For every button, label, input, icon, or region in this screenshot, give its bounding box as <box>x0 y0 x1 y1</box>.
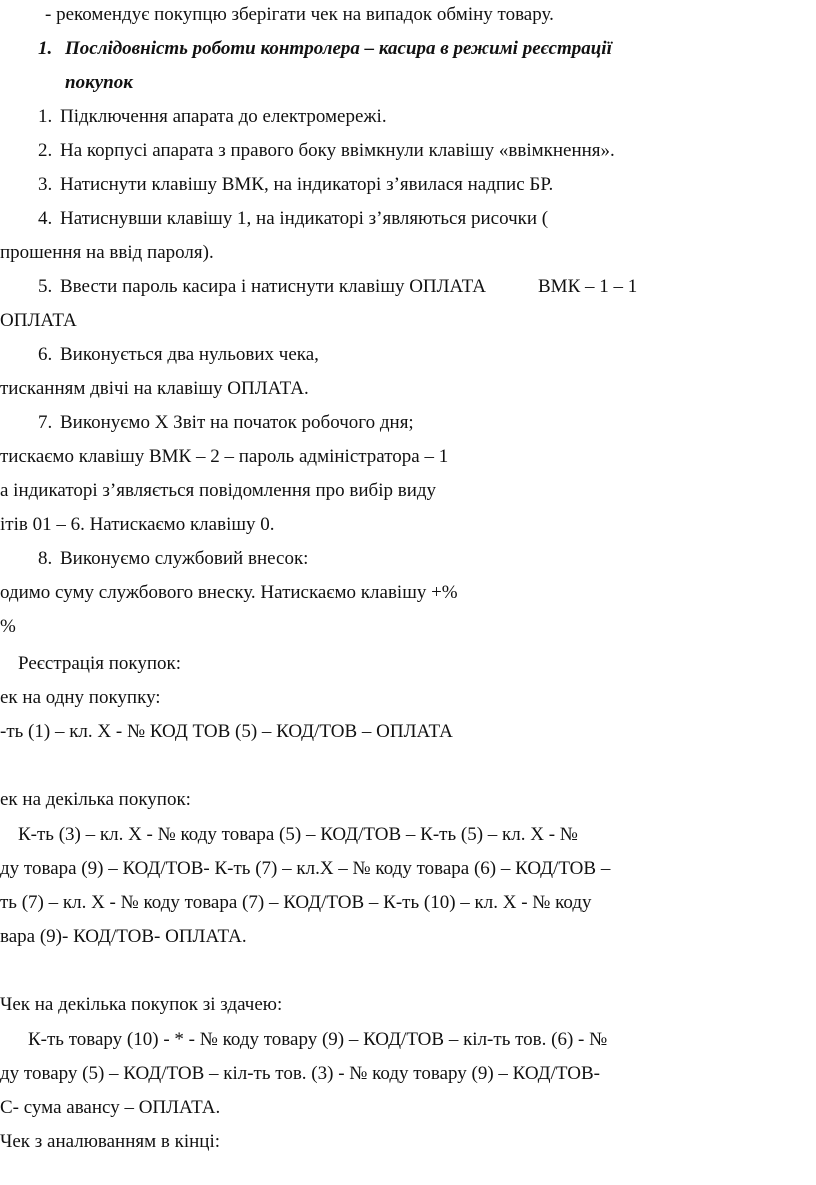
step-number: 8. <box>38 548 53 569</box>
subsection-title: Реєстрація покупок: <box>18 653 182 674</box>
text-line: ть (7) – кл. Х - № коду товара (7) – КОД/ТОВ – К-ть (10) – кл. Х - № коду <box>0 892 592 913</box>
step-number: 4. <box>38 208 53 229</box>
text-line: ду товара (9) – КОД/ТОВ- К-ть (7) – кл.Х – № коду товара (6) – КОД/ТОВ – <box>0 858 611 879</box>
step-number: 5. <box>38 276 53 297</box>
text-line: Чек на декілька покупок зі здачею: <box>0 994 283 1015</box>
text-line: прошення на ввід пароля). <box>0 242 214 263</box>
text-line: а індикаторі з’являється повідомлення про вибір виду <box>0 480 437 501</box>
step-text: Натиснувши клавішу 1, на індикаторі з’являються рисочки ( <box>60 208 549 229</box>
step-text-key-sequence: ВМК – 1 – 1 <box>538 276 638 297</box>
step-number: 1. <box>38 106 53 127</box>
text-line: К-ть товару (10) - * - № коду товару (9) – КОД/ТОВ – кіл-ть тов. (6) - № <box>28 1029 608 1050</box>
text-line: % <box>0 616 16 637</box>
text-line: ду товару (5) – КОД/ТОВ – кіл-ть тов. (3) - № коду товару (9) – КОД/ТОВ- <box>0 1063 600 1084</box>
section-number: 1. <box>38 38 53 59</box>
text-line: - рекомендує покупцю зберігати чек на випадок обміну товару. <box>45 4 554 25</box>
text-line: К-ть (3) – кл. Х - № коду товара (5) – КОД/ТОВ – К-ть (5) – кл. Х - № <box>18 824 578 845</box>
text-line: -ть (1) – кл. Х - № КОД ТОВ (5) – КОД/ТОВ – ОПЛАТА <box>0 721 453 742</box>
step-number: 6. <box>38 344 53 365</box>
step-text: Підключення апарата до електромережі. <box>60 106 387 127</box>
text-line: тисканням двічі на клавішу ОПЛАТА. <box>0 378 309 399</box>
step-text: Виконується два нульових чека, <box>60 344 319 365</box>
step-text: Виконуємо Х Звіт на початок робочого дня; <box>60 412 414 433</box>
step-text: Натиснути клавішу ВМК, на індикаторі з’явилася надпис БР. <box>60 174 554 195</box>
text-line: Чек з аналюванням в кінці: <box>0 1131 221 1152</box>
step-number: 2. <box>38 140 53 161</box>
step-text: Ввести пароль касира і натиснути клавішу ОПЛАТА <box>60 276 486 297</box>
step-number: 7. <box>38 412 53 433</box>
text-line: одимо суму службового внеску. Натискаємо клавішу +% <box>0 582 458 603</box>
text-line: ОПЛАТА <box>0 310 77 331</box>
text-line: ітів 01 – 6. Натискаємо клавішу 0. <box>0 514 275 535</box>
step-text: Виконуємо службовий внесок: <box>60 548 309 569</box>
text-line: тискаємо клавішу ВМК – 2 – пароль адміністратора – 1 <box>0 446 449 467</box>
text-line: С- сума авансу – ОПЛАТА. <box>0 1097 221 1118</box>
section-heading: Послідовність роботи контролера – касира в режимі реєстрації <box>65 38 612 59</box>
text-line: вара (9)- КОД/ТОВ- ОПЛАТА. <box>0 926 247 947</box>
step-number: 3. <box>38 174 53 195</box>
step-text: На корпусі апарата з правого боку ввімкнули клавішу «ввімкнення». <box>60 140 615 161</box>
text-line: ек на декілька покупок: <box>0 789 191 810</box>
text-line: ек на одну покупку: <box>0 687 161 708</box>
section-heading-continued: покупок <box>65 72 133 93</box>
